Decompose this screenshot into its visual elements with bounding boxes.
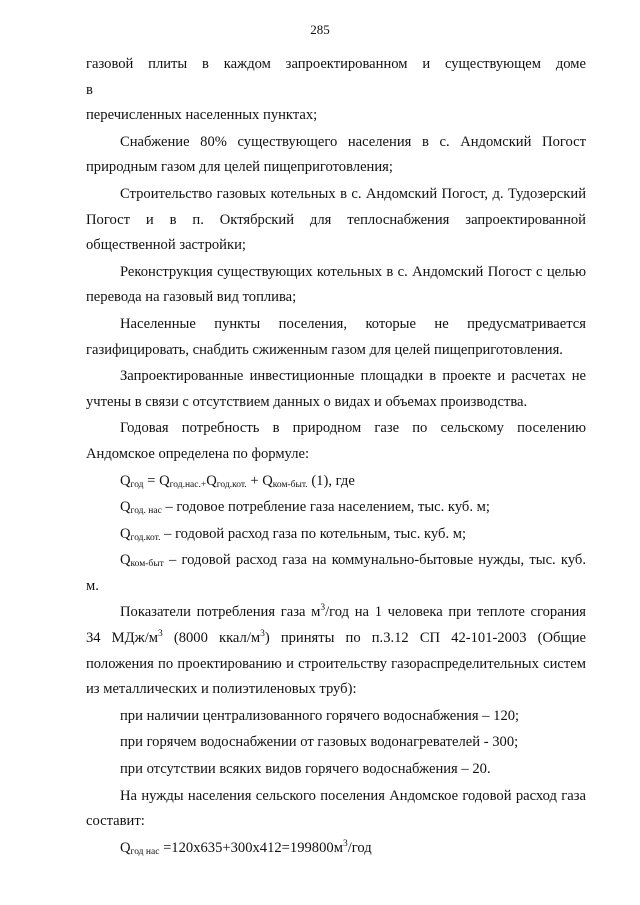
definition-boilers: $Q_{год.кот.}$ – годовой расход газа по котельным, тыс. куб. м; [120, 525, 467, 543]
paragraph-conclusion: На нужды населения сельского поселения Андомское годовой расход газа составит: [86, 787, 586, 830]
paragraph-investment-sites: Запроектированные инвестиционные площадки в проекте и расчетах не учтены в связи с отсутствием данных о видах и объемах производства. [86, 368, 586, 410]
paragraph-gas-stove-line2: перечисленных населенных пунктах; [86, 107, 318, 124]
formula-line: $Q_{год} = Q_{год.нас.+}Q_{год.кот.} + Q_{ком-быт.}$ (1), где [120, 472, 355, 490]
paragraph-boiler-reconstruction: Реконструкция существующих котельных в с. Андомский Погост с целью перевода на газовый вид топлива; [86, 263, 586, 306]
list-item-gas-water-heaters: при горячем водоснабжении от газовых водонагревателей - 300; [120, 734, 519, 751]
list-item-central-hot-water: при наличии централизованного горячего водоснабжения – 120; [120, 707, 520, 724]
paragraph-boiler-construction: Строительство газовых котельных в с. Андомский Погост, д. Тудозерский Погост и в п. Октябрский для теплоснабжения запроектированной общественной застройки; [86, 185, 586, 254]
result-formula: $Q_{год нас} =120х635+300х412=199800м^3/год$ [120, 838, 372, 857]
list-item-no-hot-water: при отсутствии всяких видов горячего водоснабжения – 20. [120, 761, 491, 778]
definition-communal: $Q_{ком-быт}$ – годовой расход газа на коммунально-бытовые нужды, тыс. куб. м. [86, 552, 586, 594]
paragraph-supply-80: Снабжение 80% существующего населения в с. Андомский Погост природным газом для целей пищеприготовления; [86, 133, 586, 176]
page-number: 285 [310, 22, 330, 37]
paragraph-consumption-norms: Показатели потребления газа $м^3$/год на 1 человека при теплоте сгорания 34 МДж/$м^3$ (8000 ккал/$м^3$) приняты по п.3.12 СП 42-101-2003 (Общие положения по проектированию и строительству газораспределительных систем из металлических и полиэтиленовых труб): [86, 603, 587, 698]
paragraph-annual-demand: Годовая потребность в природном газе по сельскому поселению Андомское определена по формуле: [86, 420, 586, 462]
document-body [86, 52, 586, 861]
paragraph-gas-stove-line1: газовой плиты в каждом запроектированном и существующем доме в [86, 56, 586, 98]
definition-population: $Q_{год. нас}$ – годовое потребление газа населением, тыс. куб. м; [120, 499, 490, 517]
paragraph-liquefied-gas: Населенные пункты поселения, которые не предусматривается газифицировать, снабдить сжиженным газом для целей пищеприготовления. [86, 315, 586, 358]
